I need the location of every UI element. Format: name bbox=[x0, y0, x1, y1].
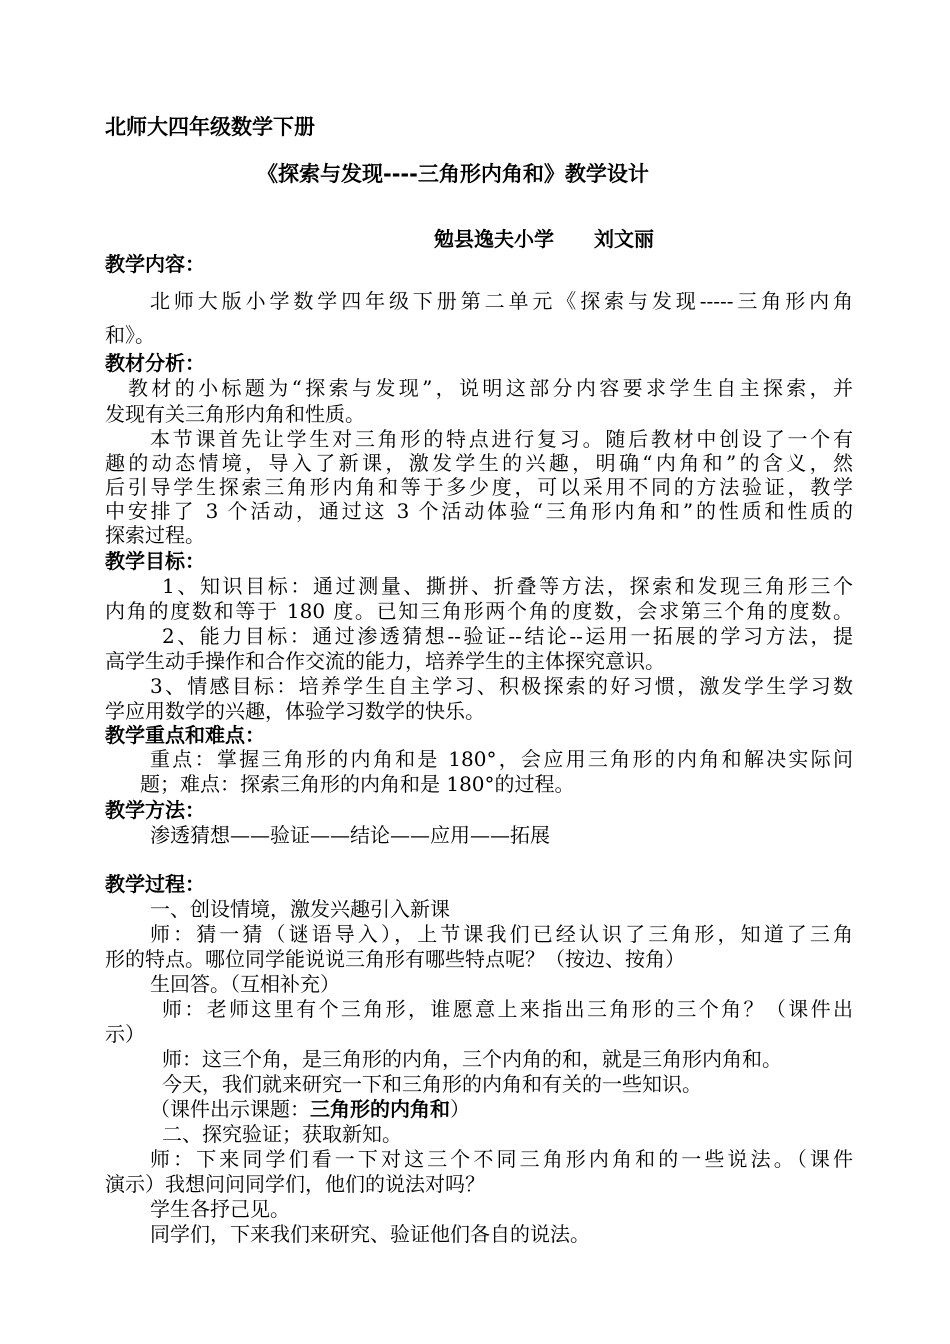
author-name: 刘文丽 bbox=[594, 227, 654, 251]
section-heading-content: 教学内容： bbox=[105, 252, 205, 276]
course-title-suffix: ） bbox=[450, 1097, 470, 1121]
analysis-line: 探索过程。 bbox=[105, 523, 205, 547]
process-line: 生回答。（互相补充） bbox=[150, 972, 340, 996]
process-line: 演示）我想问问同学们，他们的说法对吗？ bbox=[105, 1172, 485, 1196]
course-title-prefix: （课件出示课题： bbox=[150, 1097, 310, 1121]
goals-line: 2、能力目标：通过渗透猜想--验证--结论--运用一拓展的学习方法，提 bbox=[162, 624, 853, 648]
goals-line: 高学生动手操作和合作交流的能力，培养学生的主体探究意识。 bbox=[105, 649, 665, 673]
process-line: 二、探究验证；获取新知。 bbox=[162, 1122, 402, 1146]
grade-title: 北师大四年级数学下册 bbox=[105, 115, 315, 139]
goals-line: 学应用数学的兴趣，体验学习数学的快乐。 bbox=[105, 699, 485, 723]
section-heading-process: 教学过程： bbox=[105, 872, 205, 896]
section-heading-goals: 教学目标： bbox=[105, 549, 205, 573]
analysis-line: 发现有关三角形内角和性质。 bbox=[105, 402, 365, 426]
analysis-line: 后引导学生探索三角形内角和等于多少度，可以采用不同的方法验证，教学 bbox=[105, 475, 853, 499]
process-line: 示） bbox=[105, 1022, 145, 1046]
goals-line: 3、情感目标：培养学生自主学习、积极探索的好习惯，激发学生学习数 bbox=[150, 674, 853, 698]
key-points-line: 重点：掌握三角形的内角和是 180°，会应用三角形的内角和解决实际问 bbox=[150, 747, 853, 771]
analysis-line: 中安排了 3 个活动，通过这 3 个活动体验“三角形内角和”的性质和性质的 bbox=[105, 499, 853, 523]
process-line: 师：老师这里有个三角形，谁愿意上来指出三角形的三个角？（课件出 bbox=[162, 997, 853, 1021]
process-line: 师：这三个角，是三角形的内角，三个内角的和，就是三角形内角和。 bbox=[162, 1047, 782, 1071]
analysis-line: 趣的动态情境，导入了新课，激发学生的兴趣，明确“内角和”的含义，然 bbox=[105, 451, 853, 475]
analysis-line: 本节课首先让学生对三角形的特点进行复习。随后教材中创设了一个有 bbox=[150, 427, 853, 451]
content-line: 北师大版小学数学四年级下册第二单元《探索与发现-----三角形内角 bbox=[150, 289, 853, 313]
process-line: 师：猜一猜（谜语导入），上节课我们已经认识了三角形，知道了三角 bbox=[150, 922, 853, 946]
section-heading-analysis: 教材分析： bbox=[105, 351, 205, 375]
content-line: 和》。 bbox=[105, 323, 155, 347]
key-points-line: 题；难点：探索三角形的内角和是 180°的过程。 bbox=[140, 772, 575, 796]
section-heading-key-points: 教学重点和难点： bbox=[105, 723, 265, 747]
section-heading-methods: 教学方法： bbox=[105, 798, 205, 822]
process-line: 同学们，下来我们来研究、验证他们各自的说法。 bbox=[150, 1222, 590, 1246]
process-line: 形的特点。哪位同学能说说三角形有哪些特点呢？（按边、按角） bbox=[105, 947, 685, 971]
process-line: 今天，我们就来研究一下和三角形的内角和有关的一些知识。 bbox=[162, 1072, 702, 1096]
process-line: 学生各抒己见。 bbox=[150, 1197, 290, 1221]
methods-line: 渗透猜想——验证——结论——应用——拓展 bbox=[150, 823, 550, 847]
process-line-course-title bbox=[150, 1096, 470, 1122]
process-line: 师：下来同学们看一下对这三个不同三角形内角和的一些说法。（课件 bbox=[150, 1147, 853, 1171]
process-line: 一、创设情境，激发兴趣引入新课 bbox=[150, 897, 450, 921]
analysis-line: 教材的小标题为“探索与发现”，说明这部分内容要求学生自主探索，并 bbox=[128, 376, 853, 400]
lesson-title: 《探索与发现----三角形内角和》教学设计 bbox=[257, 162, 649, 186]
goals-line: 内角的度数和等于 180 度。已知三角形两个角的度数，会求第三个角的度数。 bbox=[105, 599, 853, 623]
goals-line: 1、知识目标：通过测量、撕拼、折叠等方法，探索和发现三角形三个 bbox=[162, 574, 853, 598]
course-title-bold: 三角形的内角和 bbox=[310, 1097, 450, 1121]
school-name: 勉县逸夫小学 bbox=[434, 227, 554, 251]
